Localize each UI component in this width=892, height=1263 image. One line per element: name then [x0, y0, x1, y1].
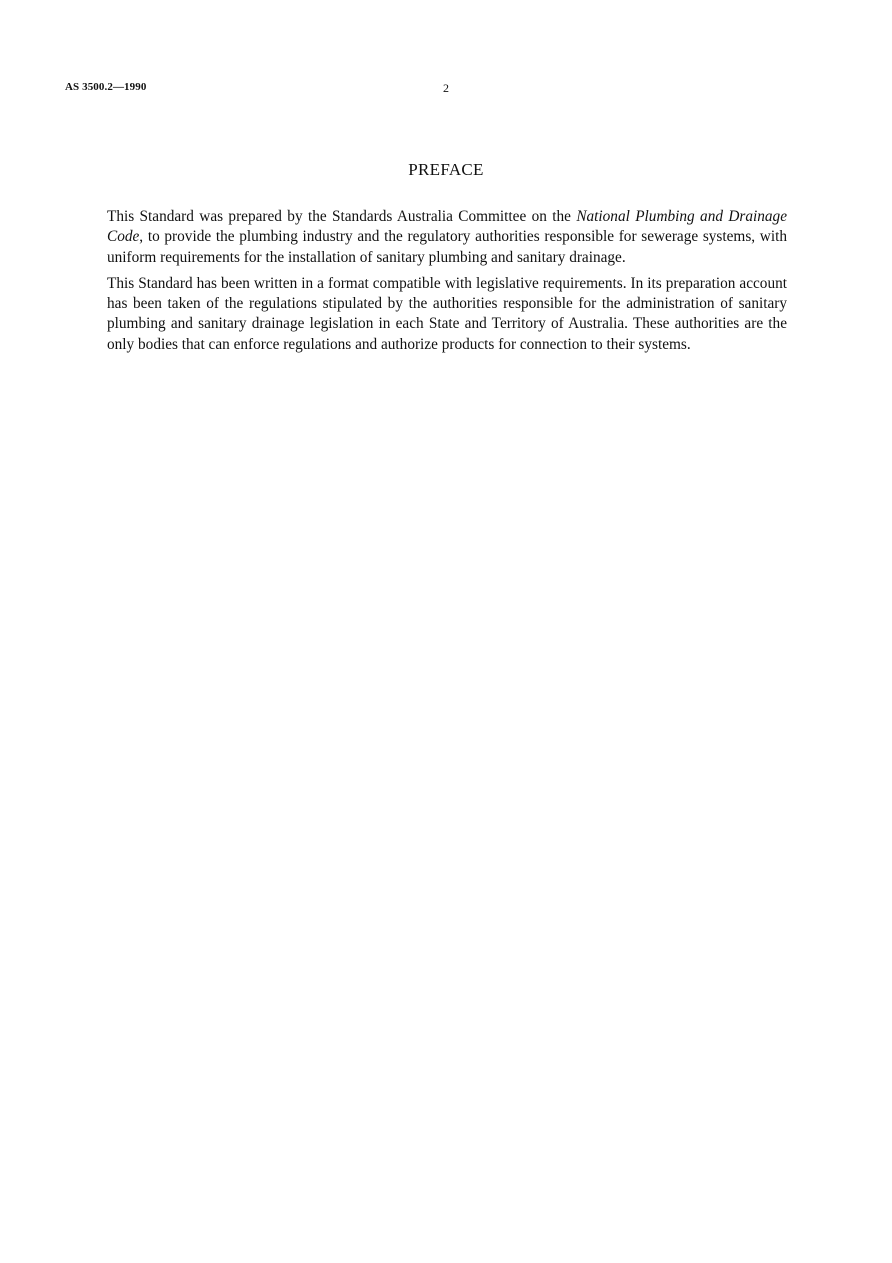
- paragraph-1-text-start: This Standard was prepared by the Standards Australia Committee on the: [107, 208, 577, 225]
- paragraph-1-text-end: , to provide the plumbing industry and the regulatory authorities responsible for sewerage systems, with uniform requirements for the installation of sanitary plumbing and sanitary drainage.: [107, 228, 787, 266]
- running-head: AS 3500.2—1990: [65, 81, 147, 93]
- page-number: 2: [443, 81, 449, 95]
- section-title: PREFACE: [408, 160, 484, 179]
- preface-paragraph-2: This Standard has been written in a format compatible with legislative requirements. In its preparation account has been taken of the regulations stipulated by the authorities responsible for the administration of sanitary plumbing and sanitary drainage legislation in each State and Territory of Australia. These authorities are the only bodies that can enforce regulations and authorize products for connection to their systems.: [107, 274, 787, 353]
- preface-paragraph-1: [107, 207, 787, 268]
- preface-body: [107, 207, 787, 361]
- committee-name-italic: National Plumbing and Drainage Code: [107, 208, 787, 246]
